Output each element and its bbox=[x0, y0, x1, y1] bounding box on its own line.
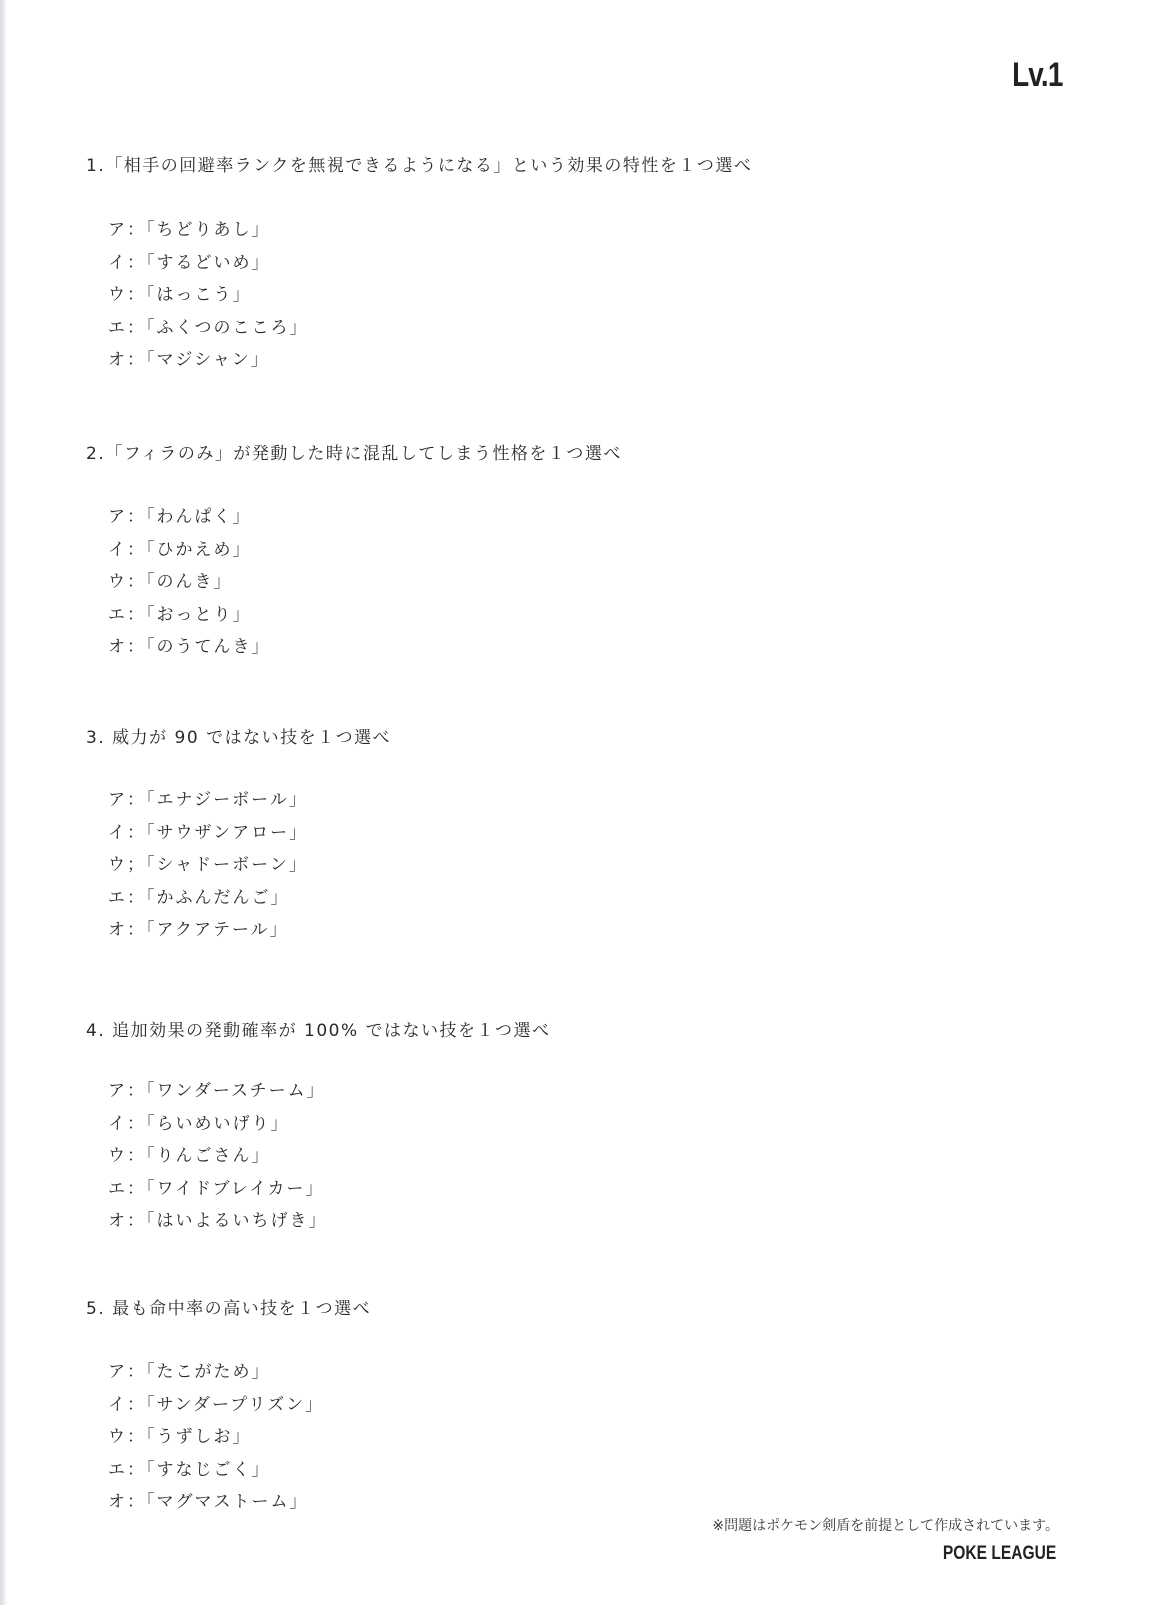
option-o: オ：「アクアテール」 bbox=[108, 920, 289, 940]
option-u: ウ：「はっこう」 bbox=[108, 285, 252, 305]
option-u: ウ：「りんごさん」 bbox=[108, 1146, 271, 1166]
option-a: ア：「ワンダースチーム」 bbox=[108, 1081, 326, 1101]
option-e: エ：「かふんだんご」 bbox=[108, 887, 290, 908]
option-i: イ：「するどいめ」 bbox=[108, 252, 271, 273]
question-4: 4. 追加効果の発動確率が 100% ではない技を１つ選べ bbox=[86, 1021, 551, 1041]
option-o: オ：「はいよるいちげき」 bbox=[108, 1211, 328, 1231]
question-4-options bbox=[108, 1075, 328, 1238]
option-e: エ：「すなじごく」 bbox=[108, 1459, 271, 1480]
option-i: イ：「サンダープリズン」 bbox=[108, 1394, 325, 1415]
option-e: エ：「ワイドブレイカー」 bbox=[108, 1178, 325, 1199]
brand-logo-text: POKE LEAGUE bbox=[942, 1543, 1056, 1564]
question-3: 3. 威力が 90 ではない技を１つ選べ bbox=[86, 728, 392, 748]
option-i: イ：「らいめいげり」 bbox=[108, 1113, 290, 1134]
option-o: オ：「マジシャン」 bbox=[108, 350, 270, 370]
question-2-options bbox=[108, 501, 271, 664]
footer-note: ※問題はポケモン剣盾を前提として作成されています。 bbox=[712, 1518, 1059, 1534]
question-5: 5. 最も命中率の高い技を１つ選べ bbox=[86, 1299, 372, 1319]
question-1-options bbox=[108, 214, 309, 377]
option-u: ウ；「シャドーボーン」 bbox=[108, 855, 308, 875]
option-u: ウ：「のんき」 bbox=[108, 572, 233, 592]
option-a: ア：「わんぱく」 bbox=[108, 507, 252, 527]
option-a: ア：「ちどりあし」 bbox=[108, 220, 271, 240]
option-i: イ：「サウザンアロー」 bbox=[108, 822, 309, 843]
question-3-options bbox=[108, 784, 308, 947]
option-u: ウ：「うずしお」 bbox=[108, 1427, 252, 1447]
option-e: エ：「ふくつのこころ」 bbox=[108, 317, 309, 338]
option-a: ア：「エナジーボール」 bbox=[108, 790, 308, 810]
option-i: イ：「ひかえめ」 bbox=[108, 539, 252, 560]
option-o: オ：「のうてんき」 bbox=[108, 637, 271, 657]
option-o: オ：「マグマストーム」 bbox=[108, 1492, 309, 1512]
question-1: 1.「相手の回避率ランクを無視できるようになる」という効果の特性を１つ選べ bbox=[86, 156, 753, 176]
option-e: エ：「おっとり」 bbox=[108, 604, 252, 625]
option-a: ア：「たこがため」 bbox=[108, 1362, 271, 1382]
page-edge-shadow bbox=[0, 0, 7, 1605]
level-title: Lv.1 bbox=[1012, 56, 1063, 94]
question-2: 2.「フィラのみ」が発動した時に混乱してしまう性格を１つ選べ bbox=[86, 444, 622, 464]
question-5-options bbox=[108, 1356, 324, 1519]
